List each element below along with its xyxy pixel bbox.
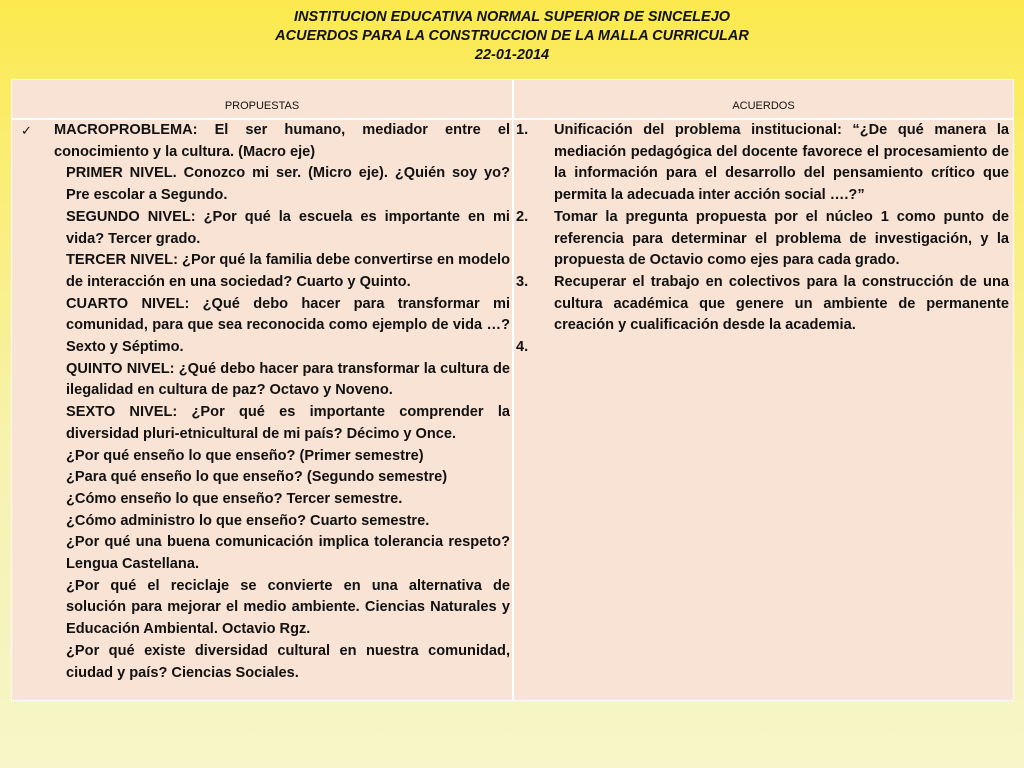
acuerdo-item	[514, 207, 1013, 272]
header-subtitle: ACUERDOS PARA LA CONSTRUCCION DE LA MALLA CURRICULAR	[275, 28, 749, 44]
column-header-acuerdos: ACUERDOS	[732, 100, 795, 112]
propuesta-item: QUINTO NIVEL: ¿Qué debo hacer para transformar la cultura de ilegalidad en cultura de paz? Octavo y Noveno.	[66, 360, 510, 399]
macroproblema-text: MACROPROBLEMA: El ser humano, mediador entre el conocimiento y la cultura. (Macro eje)	[54, 122, 510, 160]
propuesta-item: ¿Por qué enseño lo que enseño? (Primer semestre)	[66, 447, 424, 464]
acuerdo-text: Tomar la pregunta propuesta por el núcleo 1 como punto de referencia para determinar el problema de investigación, y la propuesta de Octavio como ejes para cada grado.	[554, 208, 1009, 269]
propuestas-cell	[12, 120, 512, 684]
acuerdo-item	[514, 272, 1013, 337]
propuesta-item: ¿Cómo enseño lo que enseño? Tercer semestre.	[66, 490, 403, 507]
acuerdos-cell	[514, 120, 1013, 359]
acuerdo-text: Unificación del problema institucional: “¿De qué manera la mediación pedagógica del docente favorece el procesamiento de la información para el desarrollo del pensamiento crítico que permita la adecuada inter acción social ….?”	[554, 122, 1009, 204]
acuerdo-number: 3.	[516, 273, 529, 290]
acuerdo-number: 4.	[516, 339, 529, 356]
acuerdo-item	[514, 120, 1013, 207]
agreements-table	[11, 79, 1014, 701]
document-header	[0, 8, 1024, 65]
macroproblema-item	[12, 120, 512, 163]
propuesta-item: ¿Cómo administro lo que enseño? Cuarto semestre.	[66, 512, 430, 529]
header-date: 22-01-2014	[474, 47, 550, 63]
propuesta-item: PRIMER NIVEL. Conozco mi ser. (Micro eje). ¿Quién soy yo? Pre escolar a Segundo.	[66, 165, 510, 204]
propuesta-item: ¿Por qué existe diversidad cultural en nuestra comunidad, ciudad y país? Ciencias Sociales.	[66, 642, 510, 681]
acuerdo-item	[514, 337, 1013, 359]
column-header-propuestas: PROPUESTAS	[224, 100, 300, 112]
header-institution: INSTITUCION EDUCATIVA NORMAL SUPERIOR DE SINCELEJO	[293, 9, 731, 25]
propuesta-item: ¿Por qué una buena comunicación implica tolerancia respeto? Lengua Castellana.	[66, 534, 510, 573]
acuerdo-text: Recuperar el trabajo en colectivos para la construcción de una cultura académica que genere un ambiente de permanente creación y cualificación desde la academia.	[554, 273, 1009, 334]
propuesta-item: SEGUNDO NIVEL: ¿Por qué la escuela es importante en mi vida? Tercer grado.	[66, 208, 510, 247]
propuesta-item: TERCER NIVEL: ¿Por qué la familia debe convertirse en modelo de interacción en una sociedad? Cuarto y Quinto.	[66, 252, 510, 290]
propuesta-item: ¿Por qué el reciclaje se convierte en una alternativa de solución para mejorar el medio ambiente. Ciencias Naturales y Educación Ambiental. Octavio Rgz.	[66, 577, 510, 638]
propuesta-item: ¿Para qué enseño lo que enseño? (Segundo semestre)	[66, 469, 448, 486]
propuesta-item: CUARTO NIVEL: ¿Qué debo hacer para transformar mi comunidad, para que sea reconocida como ejemplo de vida …? Sexto y Séptimo.	[66, 295, 510, 356]
checkmark-bullet-icon: ✓	[21, 123, 32, 138]
acuerdo-number: 1.	[516, 122, 529, 138]
acuerdo-number: 2.	[516, 208, 529, 225]
propuesta-item: SEXTO NIVEL: ¿Por qué es importante comprender la diversidad pluri-etnicultural de mi país? Décimo y Once.	[66, 404, 510, 442]
